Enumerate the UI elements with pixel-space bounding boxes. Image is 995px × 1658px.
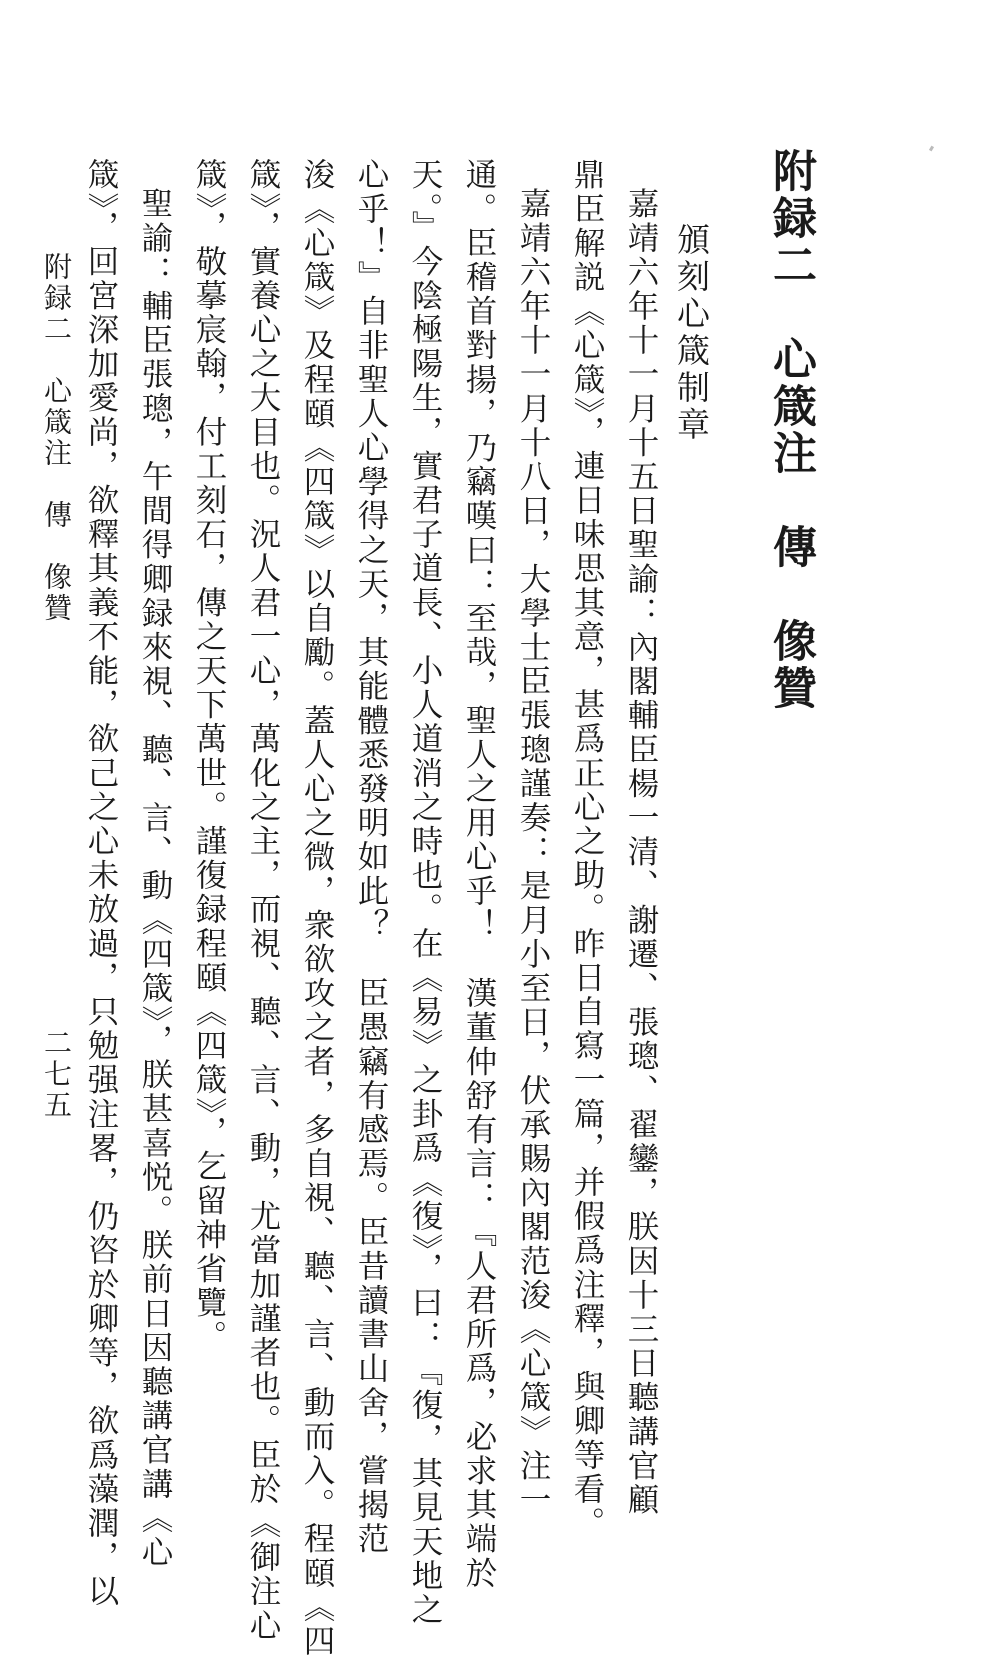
page-number: 二七五 — [40, 1028, 73, 1121]
section-heading: 頒刻心箴制章 — [672, 222, 711, 444]
text-column-11: 箴》，回宮深加愛尚，欲釋其義不能，欲己之心未放過，只勉强注畧，仍咨於卿等，欲爲藻潤，以 — [83, 158, 119, 1609]
scan-speck — [929, 146, 934, 152]
text-column-3: 嘉靖六年十一月十八日，大學士臣張璁謹奏：是月小至日，伏承賜內閣范浚《心箴》注一 — [515, 187, 551, 1517]
text-column-4: 通。臣稽首對揚，乃竊嘆曰：至哉，聖人之用心乎！ 漢董仲舒有言：『人君所爲，必求其端於 — [461, 158, 497, 1591]
text-column-2: 鼎臣解説《心箴》，連日味思其意，甚爲正心之助。昨日自寫一篇，并假爲注釋，與卿等看。 — [569, 158, 605, 1541]
text-column-8: 箴》，實養心之大目也。況人君一心，萬化之主，而視、聽、言、動，尤當加謹者也。臣於《御注心 — [245, 158, 281, 1643]
text-column-9: 箴》，敬摹宸翰，付工刻石，傳之天下萬世。謹復録程頤《四箴》，乞留神省覽。 — [191, 158, 227, 1355]
text-column-1: 嘉靖六年十一月十五日聖諭：內閣輔臣楊一清、謝遷、張璁、翟鑾，朕因十三日聽講官顧 — [623, 187, 659, 1517]
text-column-6: 心乎！』自非聖人心學得之天，其能體悉發明如此？ 臣愚竊有感焉。臣昔讀書山舍，嘗揭范 — [353, 158, 389, 1557]
text-column-7: 浚《心箴》及程頤《四箴》以自勵。蓋人心之微，衆欲攻之者，多自視、聽、言、動而入。程頤《四 — [299, 158, 335, 1658]
text-column-5: 天。』今陰極陽生，實君子道長、小人道消之時也。在《易》之卦爲《復》，曰：『復，其見天地之 — [407, 158, 443, 1627]
text-column-10: 聖諭：輔臣張璁，午間得卿録來視、聽、言、動《四箴》，朕甚喜悦。朕前日因聽講官講《心 — [137, 187, 173, 1570]
running-head: 附録二 心箴注 傳 像贊 — [40, 252, 73, 624]
chapter-title: 附録二 心箴注 傳 像贊 — [765, 148, 816, 712]
